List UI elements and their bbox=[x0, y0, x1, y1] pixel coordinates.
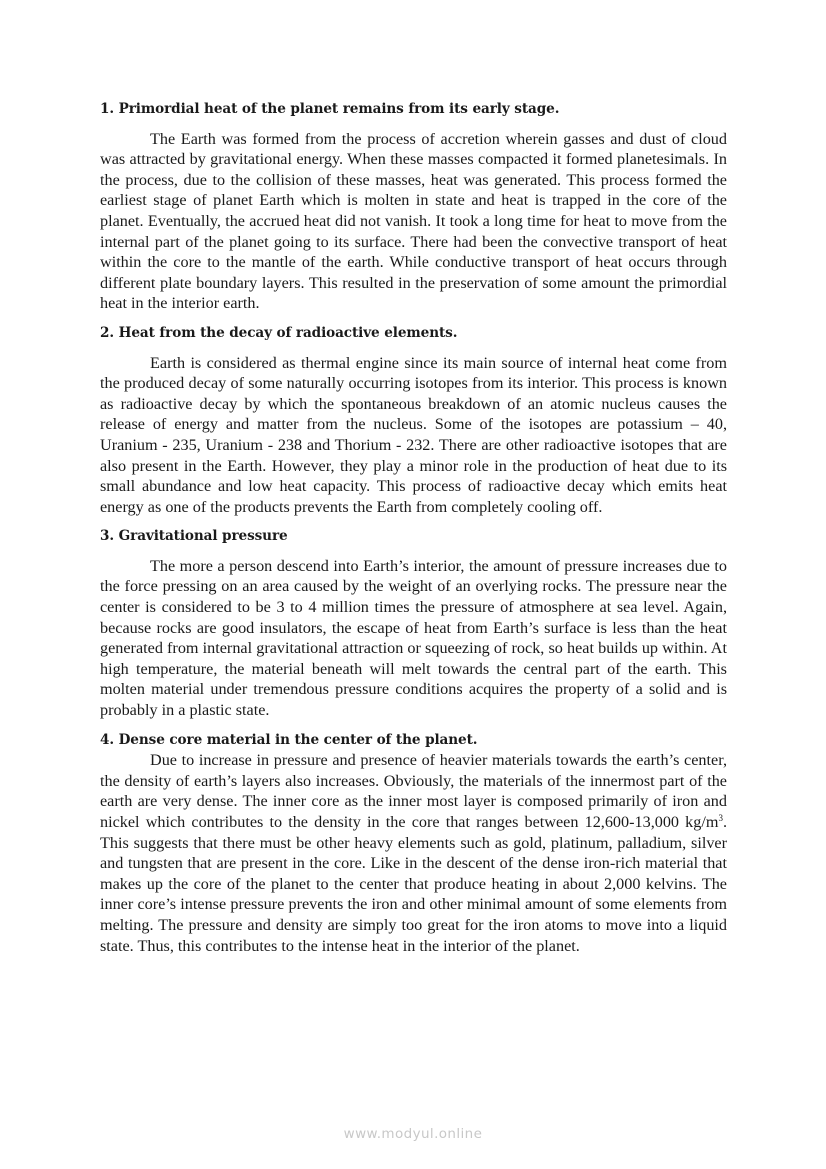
section-heading: 3. Gravitational pressure bbox=[100, 528, 288, 545]
superscript-exponent: 3 bbox=[718, 813, 723, 823]
section-body: The Earth was formed from the process of accretion wherein gasses and dust of cloud was attracted by gravitational energy. When these masses compacted it formed planetesimals. In the process, due to the collision of these masses, heat was generated. This process formed the earliest stage of planet Earth which is molten in state and heat is trapped in the core of the planet. Eventually, the accrued heat did not vanish. It took a long time for heat to move from the internal part of the planet going to its surface. There had been the convective transport of heat within the core to the mantle of the earth. While conductive transport of heat occurs through different plate boundary layers. This resulted in the preservation of some amount the primordial heat in the interior earth. bbox=[100, 129, 727, 313]
body-text-part: Due to increase in pressure and presence of heavier materials towards the earth’s center, the density of earth’s layers also increases. Obviously, the materials of the innermost part of the earth are very dense. The inner core as the inner most layer is composed primarily of iron and nickel which contributes to the density in the core that ranges between 12,600-13,000 kg/m bbox=[100, 751, 727, 831]
section-body bbox=[100, 750, 727, 956]
section-radioactive-decay bbox=[100, 323, 727, 517]
section-heading: 2. Heat from the decay of radioactive elements. bbox=[100, 324, 458, 341]
section-dense-core bbox=[100, 730, 727, 957]
body-text-part: . This suggests that there must be other heavy elements such as gold, platinum, palladium, silver and tungsten that are present in the core. Like in the descent of the dense iron-rich material that makes up the core of the planet to the center that produce heating in about 2,000 kelvins. The inner core’s intense pressure prevents the iron and other minimal amount of some elements from melting. The pressure and density are simply too great for the iron atoms to move into a liquid state. Thus, this contributes to the intense heat in the interior of the planet. bbox=[100, 813, 727, 955]
section-body: The more a person descend into Earth’s interior, the amount of pressure increases due to the force pressing on an area caused by the weight of an overlying rocks. The pressure near the center is considered to be 3 to 4 million times the pressure of atmosphere at sea level. Again, because rocks are good insulators, the escape of heat from Earth’s surface is less than the heat generated from internal gravitational attraction or squeezing of rock, so heat builds up within. At high temperature, the material beneath will melt towards the central part of the earth. This molten material under tremendous pressure conditions acquires the property of a solid and is probably in a plastic state. bbox=[100, 556, 727, 720]
document-page bbox=[100, 99, 727, 956]
section-heading: 1. Primordial heat of the planet remains from its early stage. bbox=[100, 101, 560, 117]
section-body: Earth is considered as thermal engine since its main source of internal heat come from the produced decay of some naturally occurring isotopes from its interior. This process is known as radioactive decay by which the spontaneous breakdown of an atomic nucleus causes the release of energy and matter from the nucleus. Some of the isotopes are potassium – 40, Uranium - 235, Uranium - 238 and Thorium - 232. There are other radioactive isotopes that are also present in the Earth. However, they play a minor role in the production of heat due to its small abundance and low heat capacity. This process of radioactive decay which emits heat energy as one of the products prevents the Earth from completely cooling off. bbox=[100, 353, 727, 516]
section-primordial-heat bbox=[100, 99, 727, 314]
watermark: www.modyul.online bbox=[343, 1126, 483, 1142]
section-gravitational-pressure bbox=[100, 526, 727, 720]
section-heading: 4. Dense core material in the center of the planet. bbox=[100, 731, 478, 748]
